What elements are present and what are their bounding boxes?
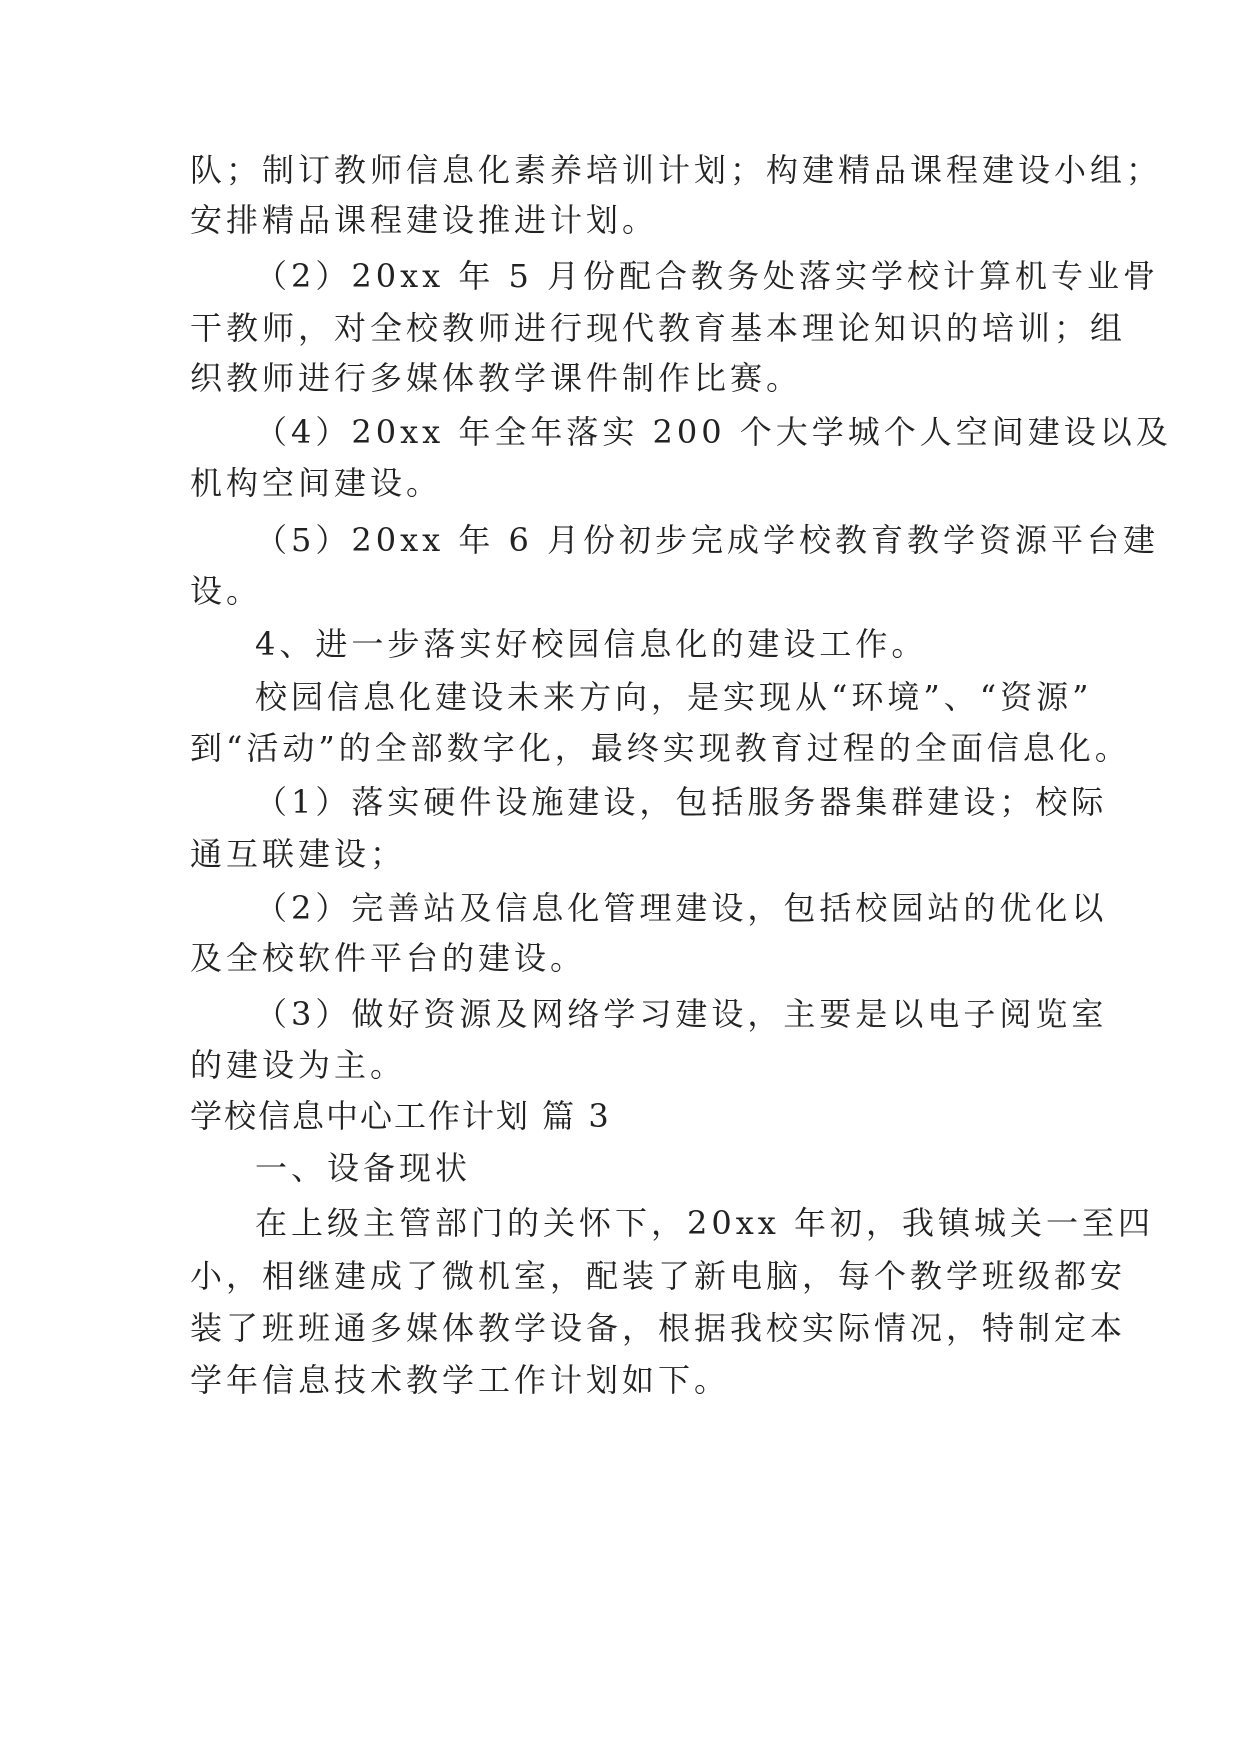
text-line: （2）完善站及信息化管理建设，包括校园站的优化以 [255,889,1108,927]
text-line: 小，相继建成了微机室，配装了新电脑，每个教学班级都安 [190,1257,1127,1295]
text-line: 设。 [190,572,263,610]
text-line: （1）落实硬件设施建设，包括服务器集群建设；校际 [255,783,1108,821]
text-line: 队；制订教师信息化素养培训计划；构建精品课程建设小组； [190,151,1163,189]
text-line: （5）20xx 年 6 月份初步完成学校教育教学资源平台建 [255,521,1160,559]
text-line: 校园信息化建设未来方向，是实现从“环境”、“资源” [255,678,1093,716]
text-line: （3）做好资源及网络学习建设，主要是以电子阅览室 [255,995,1108,1033]
article-title: 学校信息中心工作计划 篇 3 [190,1097,611,1135]
text-line: 在上级主管部门的关怀下，20xx 年初，我镇城关一至四 [255,1204,1154,1242]
text-line: 织教师进行多媒体教学课件制作比赛。 [190,359,803,397]
text-line: 干教师，对全校教师进行现代教育基本理论知识的培训；组 [190,309,1127,347]
section-heading: 4、进一步落实好校园信息化的建设工作。 [255,625,928,663]
text-line: 学年信息技术教学工作计划如下。 [190,1361,731,1399]
text-line: 及全校软件平台的建设。 [190,939,587,977]
text-line: （4）20xx 年全年落实 200 个大学城个人空间建设以及 [255,413,1172,451]
text-line: 到“活动”的全部数字化，最终实现教育过程的全面信息化。 [190,729,1131,767]
text-line: 通互联建设； [190,835,407,873]
text-line: 装了班班通多媒体教学设备，根据我校实际情况，特制定本 [190,1309,1127,1347]
text-line: 的建设为主。 [190,1046,407,1084]
text-line: （2）20xx 年 5 月份配合教务处落实学校计算机专业骨 [255,257,1160,295]
text-line: 安排精品课程建设推进计划。 [190,201,659,239]
text-line: 机构空间建设。 [190,464,443,502]
section-heading: 一、设备现状 [255,1149,472,1187]
